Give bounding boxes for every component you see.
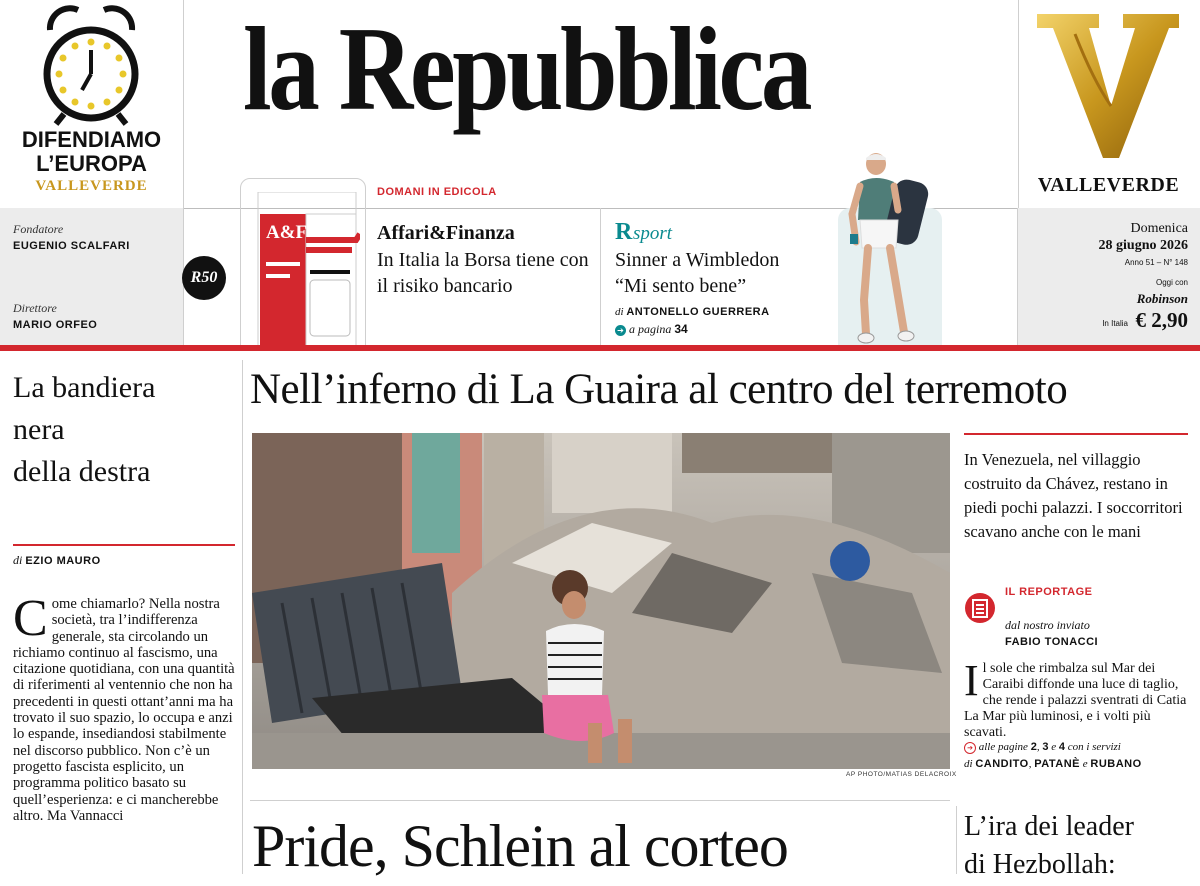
promo-brand: VALLEVERDE <box>35 178 148 194</box>
sport-page-ref: a pagina <box>629 322 672 336</box>
rsport-logo-text: sport <box>633 223 673 244</box>
alarm-clock-icon <box>38 2 144 128</box>
editorial-rule <box>13 544 235 546</box>
editorial-dropcap: C <box>13 596 48 647</box>
editorial-by: di <box>13 553 23 567</box>
sport-by: di <box>615 306 624 318</box>
promo-line1: DIFENDIAMO <box>21 127 162 152</box>
newspaper-logo[interactable]: la Repubblica <box>243 2 810 135</box>
hezbollah-l1: L’ira dei leader <box>964 811 1134 842</box>
from-label: dal nostro inviato <box>1005 618 1090 632</box>
teaser-divider <box>600 208 601 345</box>
pages-suffix: con i servizi <box>1067 741 1121 753</box>
pride-headline[interactable]: Pride, Schlein al corteo <box>252 813 788 879</box>
price: € 2,90 <box>1135 308 1188 332</box>
lead-author-3: RUBANO <box>1090 758 1142 770</box>
pages-conj: e <box>1051 741 1057 753</box>
lead-text: l sole che rimbalza sul Mar dei Caraibi diffonde una luce di taglio, che rende i palazzi sventrati di Catia La Mar più luminosi, e i volti più scavati. <box>964 661 1187 740</box>
column-divider-bottom <box>956 806 957 874</box>
promo-line2: L’EUROPA <box>36 151 147 176</box>
lead-author-conj: e <box>1082 758 1088 770</box>
column-divider-left <box>242 360 243 874</box>
red-separator <box>0 345 1200 351</box>
editorial-text: ome chiamarlo? Nella nostra società, tra l’indifferenza generale, sta circolando un richiamo continuo al fascismo, una citazione quotidiana, con una quantità di riferimenti al ventennio che non ha precedenti in questi ottant’anni ma ha trovato il suo spazio, lo occupa e anzi lo espande, insediandosi stabilmente nel discorso pubblico. Non c’è un progetto fascista esplicito, un programma politico basato su quell’esperienza: e ci mancherebbe altro. Ma Vannacci <box>13 596 235 824</box>
af-book-icon <box>256 192 360 346</box>
sport-page-num: 34 <box>674 322 688 336</box>
lead-dropcap: I <box>964 656 979 705</box>
reportage-label: IL REPORTAGE <box>1005 586 1093 598</box>
pages-prefix: alle pagine <box>978 741 1028 753</box>
hezbollah-headline[interactable] <box>964 808 1134 884</box>
tennis-player-image[interactable] <box>836 150 944 346</box>
lead-body[interactable] <box>964 656 1188 741</box>
sport-headline-l2[interactable]: “Mi sento bene” <box>615 275 747 297</box>
sport-author: ANTONELLO GUERRERA <box>626 306 770 318</box>
lead-by: di <box>964 758 973 770</box>
lead-author-1: CANDITO <box>975 758 1029 770</box>
page-b: 3 <box>1042 741 1049 753</box>
editorial-headline-l2: nera <box>13 413 65 446</box>
editorial-byline <box>13 553 101 568</box>
lead-pages-link[interactable]: ➔ alle pagine 2, 3 e 4 con i servizi <box>964 741 1121 754</box>
summary-rule <box>964 433 1188 435</box>
reporter-name: FABIO TONACCI <box>1005 636 1099 648</box>
editorial-headline-l1: La bandiera <box>13 371 156 404</box>
lead-headline[interactable]: Nell’inferno di La Guaira al centro del terremoto <box>250 366 1068 413</box>
editorial-author: EZIO MAURO <box>25 555 101 567</box>
date-day: Domenica <box>1130 221 1188 236</box>
earthquake-photo[interactable] <box>252 433 950 769</box>
editorial-body[interactable] <box>13 596 235 874</box>
lead-summary[interactable]: In Venezuela, nel villaggio costruito da Chávez, restano in piedi pochi palazzi. I soccorritori scavano anche con le mani <box>964 450 1183 541</box>
domani-kicker: DOMANI IN EDICOLA <box>377 186 497 198</box>
founder-name: EUGENIO SCALFARI <box>13 240 130 252</box>
valleverde-v-logo-icon <box>1035 10 1181 160</box>
af-logo: A&F <box>266 222 308 243</box>
price-label: In Italia <box>1102 319 1128 328</box>
page-c: 4 <box>1058 741 1065 753</box>
valleverde-promo[interactable] <box>1017 0 1200 208</box>
editorial-headline-l3: della destra <box>13 455 151 488</box>
af-text[interactable]: In Italia la Borsa tiene con il risiko bancario <box>377 249 589 297</box>
hezbollah-l2: di Hezbollah: <box>964 849 1116 880</box>
editorial-headline[interactable] <box>13 367 233 493</box>
valleverde-brand: VALLEVERDE <box>1037 174 1180 196</box>
director-name: MARIO ORFEO <box>13 319 98 331</box>
sport-byline <box>615 306 770 318</box>
issue-number: Anno 51 – N° 148 <box>1124 258 1188 267</box>
free-label: Oggi con <box>1155 278 1188 287</box>
director-label: Direttore <box>13 301 57 315</box>
photo-credit: AP PHOTO/MATIAS DELACROIX <box>846 771 957 778</box>
rsport-logo-r: R <box>615 219 633 245</box>
lead-authors: di CANDITO, PATANÈ e RUBANO <box>964 758 1142 770</box>
af-title[interactable]: Affari&Finanza <box>377 222 515 244</box>
page-a: 2 <box>1030 741 1037 753</box>
reportage-icon <box>964 592 996 624</box>
lead-author-2: PATANÈ <box>1034 758 1081 770</box>
arrow-right-icon: ➔ <box>615 325 626 336</box>
staff-box <box>0 208 218 345</box>
date-full: 28 giugno 2026 <box>1098 238 1188 253</box>
bottom-rule-main <box>250 800 950 801</box>
difendiamo-europa-promo[interactable] <box>0 0 183 208</box>
r50-badge: R50 <box>182 256 226 300</box>
arrow-right-icon: ➔ <box>964 742 976 754</box>
supplement-name: Robinson <box>1136 291 1188 306</box>
dateline-box <box>1017 208 1200 345</box>
sport-headline-l1[interactable]: Sinner a Wimbledon <box>615 249 780 271</box>
sport-page-link[interactable] <box>615 322 688 337</box>
founder-label: Fondatore <box>13 222 64 236</box>
